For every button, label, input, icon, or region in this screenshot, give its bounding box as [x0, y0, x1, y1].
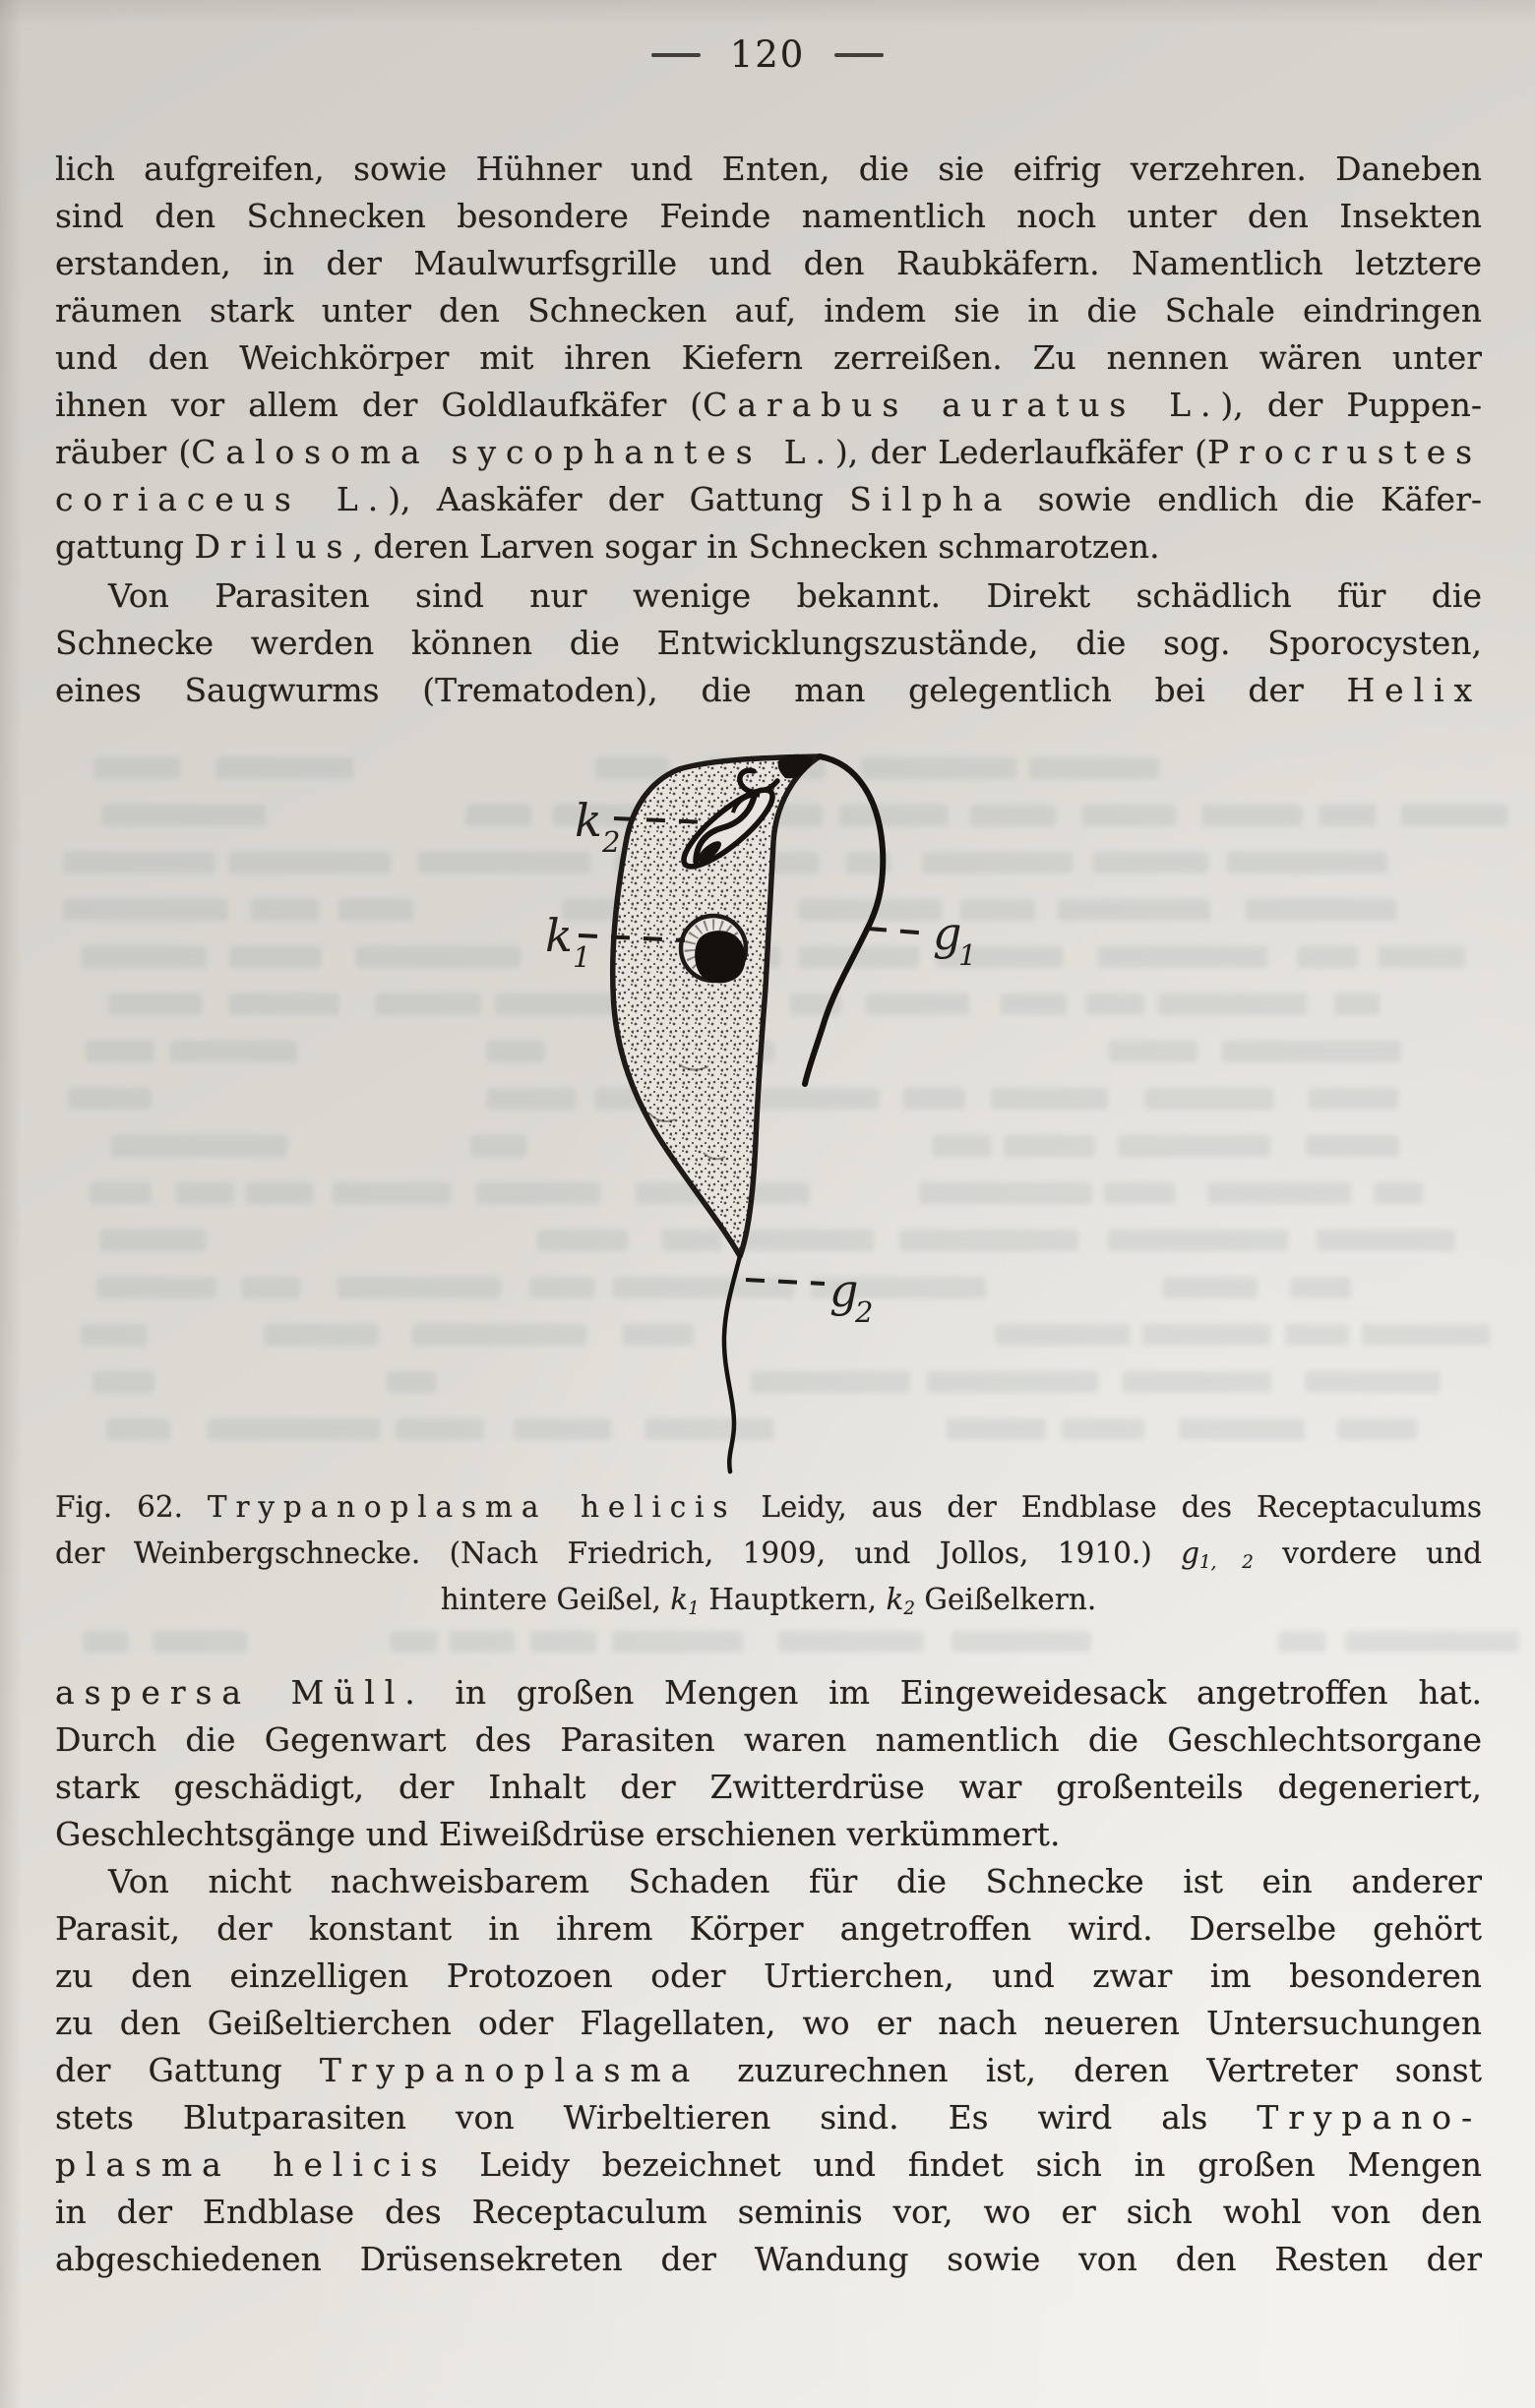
text-segment: sind den Schnecken besondere Feinde namentlich noch unter den Insekten: [55, 197, 1482, 235]
ghost-word: [1337, 1418, 1418, 1440]
ghost-word: [94, 757, 180, 779]
ghost-word: [1297, 946, 1358, 968]
text-line: [55, 287, 1482, 334]
ghost-word: [1374, 1182, 1424, 1204]
ghost-word: [466, 805, 531, 826]
emphasized-text: Trypanoplasma: [319, 2051, 701, 2089]
emphasized-text: Silpha: [849, 480, 1013, 518]
text-segment: Fig. 62.: [55, 1490, 208, 1524]
nucleus: [681, 916, 746, 983]
posterior-flagellum: [724, 1256, 740, 1472]
text-segment: stark geschädigt, der Inhalt der Zwitterdrüse war großenteils degeneriert,: [55, 1768, 1482, 1806]
ghost-word: [170, 1041, 297, 1062]
ghost-word: [1082, 805, 1175, 826]
ghost-word: [1179, 1418, 1305, 1440]
ghost-word: [1345, 1631, 1520, 1653]
text-line: [55, 146, 1482, 193]
text-segment: Leidy, aus der Endblase des Receptaculums: [736, 1490, 1482, 1524]
ghost-word: [1306, 1135, 1400, 1157]
ghost-word: [1086, 993, 1144, 1015]
text-line: [55, 2141, 1482, 2189]
ghost-word: [450, 1631, 515, 1653]
emphasized-text: coriaceus L.: [55, 480, 389, 518]
emphasized-text: aspersa Müll.: [55, 1673, 425, 1712]
emphasized-text: 1: [688, 1598, 700, 1620]
text-segment: vordere und: [1253, 1536, 1482, 1570]
ghost-word: [396, 1418, 484, 1440]
label-g2: g: [829, 1264, 859, 1317]
text-line: [55, 1811, 1482, 1858]
ghost-word: [1202, 805, 1302, 826]
ghost-word: [338, 1277, 501, 1298]
text-line: [55, 1484, 1482, 1531]
text-segment: zuzurechnen ist, deren Vertreter sonst: [700, 2051, 1482, 2089]
text-line: [55, 1764, 1482, 1811]
ghost-word: [82, 946, 207, 968]
ghost-word: [1286, 1324, 1348, 1346]
ghost-word: [1317, 1230, 1455, 1251]
ghost-word: [1098, 946, 1268, 968]
ghost-word: [1227, 852, 1387, 873]
text-line: [55, 334, 1482, 382]
ghost-word: [952, 1631, 1091, 1653]
text-segment: stets Blutparasiten von Wirbeltieren sind. Es wird als: [55, 2098, 1258, 2137]
text-line: [55, 667, 1482, 714]
ghost-word: [111, 1135, 287, 1157]
ghost-word: [1309, 1088, 1398, 1110]
ghost-word: [391, 1631, 436, 1653]
emphasized-text: Procrustes: [1206, 433, 1482, 471]
ghost-word: [1158, 993, 1308, 1015]
ghost-word: [1290, 1277, 1352, 1298]
paragraph-4: [55, 1858, 1482, 2283]
ghost-word: [264, 1324, 379, 1346]
page-number: 120: [729, 33, 806, 76]
text-line: [55, 2189, 1482, 2236]
text-segment: lich aufgreifen, sowie Hühner und Enten, die sie eifrig verzehren. Daneben: [55, 150, 1482, 188]
emphasized-text: Helix: [1346, 671, 1482, 709]
ghost-word: [208, 1418, 380, 1440]
text-line: [55, 1858, 1482, 1905]
text-segment: Von Parasiten sind nur wenige bekannt. Direkt schädlich für die: [108, 576, 1482, 615]
ghost-word: [84, 1631, 128, 1653]
text-line: [55, 620, 1482, 667]
emphasized-text: Calosoma sycophantes L.: [191, 433, 835, 471]
ghost-word: [1320, 805, 1376, 826]
ghost-word: [1118, 1135, 1270, 1157]
ghost-word: [1108, 1230, 1288, 1251]
ghost-word: [612, 1631, 743, 1653]
ghost-word: [1163, 1277, 1257, 1298]
ghost-word: [92, 1371, 154, 1393]
text-line: [55, 2000, 1482, 2047]
ghost-word: [1062, 1418, 1144, 1440]
ghost-word: [1362, 1324, 1490, 1346]
ghost-word: [102, 805, 266, 826]
ghost-word: [1144, 1088, 1274, 1110]
ghost-word: [1058, 899, 1210, 921]
ghost-word: [1093, 852, 1207, 873]
text-segment: der Gattung: [55, 2051, 320, 2089]
text-segment: hintere Geißel,: [440, 1583, 671, 1616]
label-g2-sub: 2: [855, 1295, 874, 1329]
emphasized-text: k: [670, 1583, 689, 1616]
label-k1-sub: 1: [573, 940, 591, 974]
ghost-word: [1305, 1371, 1441, 1393]
text-segment: ), Aaskäfer der Gattung: [388, 480, 850, 518]
text-line: [55, 1531, 1482, 1577]
text-segment: zu den Geißeltierchen oder Flagellaten, wo er nach neueren Untersuchungen: [55, 2004, 1482, 2042]
text-segment: Geißelkern.: [914, 1583, 1097, 1616]
text-line: [55, 429, 1482, 476]
text-segment: gattung: [55, 527, 195, 566]
text-line: [55, 2047, 1482, 2094]
ghost-word: [387, 1371, 436, 1393]
ghost-word: [90, 1182, 152, 1204]
paragraph-2: [55, 572, 1482, 714]
label-g1-sub: 1: [958, 938, 977, 972]
ghost-word: [778, 1631, 924, 1653]
text-line: [55, 1669, 1482, 1716]
text-line: [55, 193, 1482, 240]
text-segment: Schnecke werden können die Entwicklungszustände, die sog. Sporocysten,: [55, 624, 1482, 662]
text-line: [55, 1905, 1482, 1953]
text-segment: der Weinbergschnecke. (Nach Friedrich, 1909, und Jollos, 1910.): [55, 1536, 1182, 1570]
text-segment: Parasit, der konstant in ihrem Körper angetroffen wird. Derselbe gehört: [55, 1909, 1482, 1948]
text-segment: Geschlechtsgänge und Eiweißdrüse erschienen verkümmert.: [55, 1815, 1061, 1853]
ghost-word: [109, 993, 203, 1015]
emphasized-text: k: [886, 1583, 904, 1616]
text-segment: Leidy bezeichnet und findet sich in großen Mengen: [447, 2145, 1482, 2184]
text-line: [55, 2236, 1482, 2283]
ghost-word: [470, 1135, 526, 1157]
text-segment: sowie endlich die Käfer-: [1012, 480, 1482, 518]
ghost-word: [1379, 946, 1466, 968]
text-segment: in großen Mengen im Eingeweidesack angetroffen hat.: [424, 1673, 1482, 1712]
ghost-word: [68, 1088, 152, 1110]
text-segment: und den Weichkörper mit ihren Kiefern zerreißen. Zu nennen wären unter: [55, 338, 1482, 377]
text-segment: räuber (: [55, 433, 192, 471]
anterior-flagellum: [805, 756, 883, 1084]
paragraph-3: [55, 1669, 1482, 1858]
ghost-word: [229, 852, 391, 873]
text-segment: Hauptkern,: [699, 1583, 887, 1616]
text-line: [55, 572, 1482, 620]
ghost-word: [63, 899, 228, 921]
emphasized-text: Trypano-: [1257, 2098, 1482, 2137]
ghost-word: [81, 1324, 147, 1346]
text-line: [55, 2094, 1482, 2141]
ghost-word: [1207, 1182, 1352, 1204]
ghost-word: [1246, 899, 1397, 921]
ghost-word: [1142, 1324, 1269, 1346]
ghost-word: [375, 993, 481, 1015]
ghost-word: [333, 1182, 450, 1204]
label-k1: k: [545, 909, 573, 962]
ghost-word: [246, 1182, 314, 1204]
ghost-word: [153, 1631, 247, 1653]
text-segment: zu den einzelligen Protozoen oder Urtierchen, und zwar im besonderen: [55, 1956, 1482, 1995]
figure-caption: [55, 1484, 1482, 1623]
ghost-word: [1401, 805, 1508, 826]
text-line: [55, 382, 1482, 429]
paragraph-1: [55, 146, 1482, 571]
ghost-word: [96, 1277, 216, 1298]
emphasized-text: Drilus: [194, 527, 353, 566]
ghost-word: [1334, 993, 1381, 1015]
ghost-word: [1222, 1041, 1401, 1062]
text-segment: Durch die Gegenwart des Parasiten waren namentlich die Geschlechtsorgane: [55, 1720, 1482, 1759]
ghost-word: [1278, 1631, 1326, 1653]
text-line: [55, 476, 1482, 523]
emphasized-text: g: [1181, 1536, 1200, 1570]
header-dash-right: [834, 53, 884, 57]
trypanoplasma-figure: [531, 740, 1063, 1475]
ghost-word: [216, 757, 353, 779]
emphasized-text: 1, 2: [1199, 1552, 1254, 1574]
emphasized-text: Carabus auratus L.: [703, 386, 1221, 424]
ghost-word: [106, 1418, 171, 1440]
text-line: [55, 1577, 1482, 1623]
figure-62: [531, 740, 1063, 1475]
emphasized-text: 2: [903, 1598, 915, 1620]
ghost-word: [176, 1182, 233, 1204]
ghost-word: [64, 852, 215, 873]
header-dash-left: [651, 53, 701, 57]
ghost-word: [356, 946, 521, 968]
text-segment: in der Endblase des Receptaculum seminis vor, wo er sich wohl von den: [55, 2193, 1482, 2231]
text-line: [55, 1953, 1482, 2000]
text-segment: räumen stark unter den Schnecken auf, indem sie in die Schale eindringen: [55, 291, 1482, 330]
ghost-word: [86, 1041, 155, 1062]
label-g1: g: [933, 907, 962, 960]
text-line: [55, 1716, 1482, 1764]
emphasized-text: Trypanoplasma helicis: [207, 1490, 737, 1524]
ghost-word: [338, 899, 413, 921]
ghost-word: [530, 1631, 596, 1653]
ghost-word: [1104, 1182, 1175, 1204]
ghost-word: [251, 899, 319, 921]
label-k2: k: [575, 794, 602, 847]
ghost-word: [229, 993, 338, 1015]
text-segment: abgeschiedenen Drüsensekreten der Wandung sowie von den Resten der: [55, 2240, 1482, 2278]
page-header: [0, 33, 1535, 76]
text-segment: ihnen vor allem der Goldlaufkäfer (: [55, 386, 704, 424]
text-segment: ), der Lederlaufkäfer (: [834, 433, 1207, 471]
ghost-word: [1109, 1041, 1197, 1062]
text-segment: eines Saugwurms (Trematoden), die man gelegentlich bei der: [55, 671, 1347, 709]
text-segment: ), der Puppen-: [1220, 386, 1482, 424]
text-segment: , deren Larven sogar in Schnecken schmarotzen.: [352, 527, 1160, 566]
ghost-word: [241, 1277, 300, 1298]
text-line: [55, 240, 1482, 287]
ghost-word: [99, 1230, 206, 1251]
ghost-word: [230, 946, 321, 968]
text-segment: erstanden, in der Maulwurfsgrille und den Raubkäfern. Namentlich letztere: [55, 244, 1482, 282]
text-line: [55, 523, 1482, 571]
text-segment: Von nicht nachweisbarem Schaden für die Schnecke ist ein anderer: [108, 1862, 1482, 1900]
ghost-word: [1123, 1371, 1271, 1393]
label-k2-sub: 2: [602, 825, 621, 859]
emphasized-text: plasma helicis: [55, 2145, 448, 2184]
